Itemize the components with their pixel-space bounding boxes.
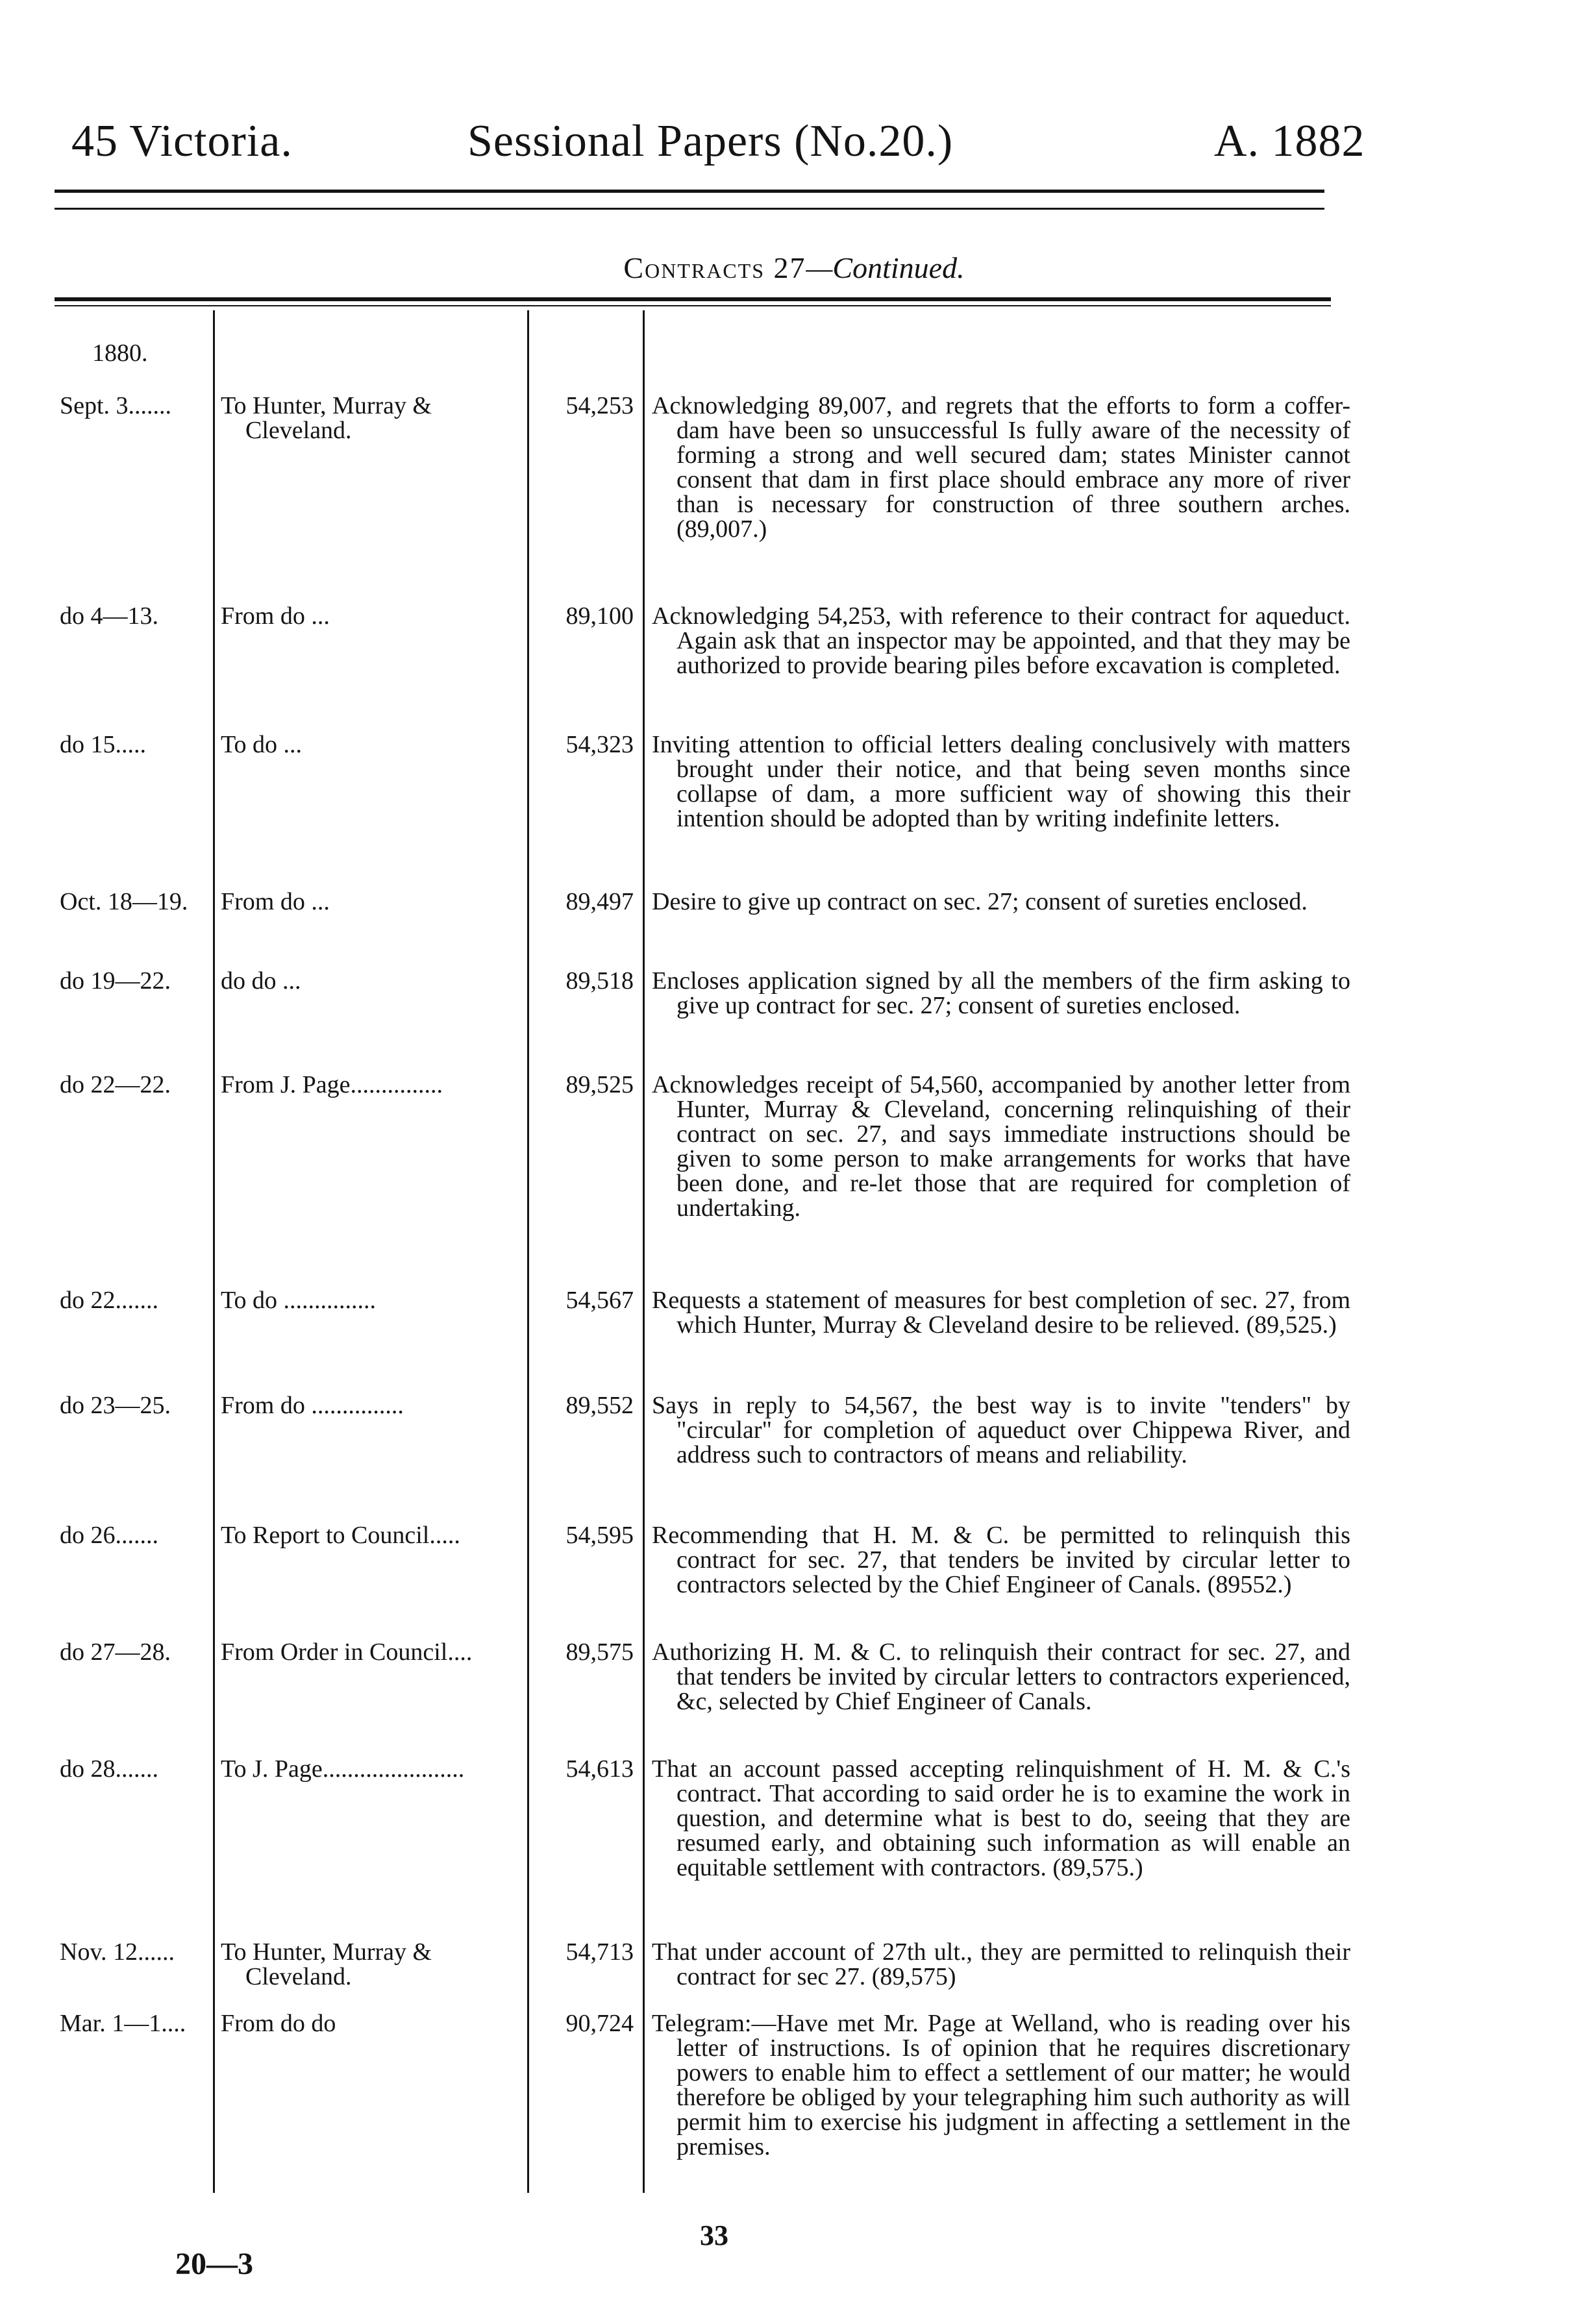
entry-date: do 15..... — [60, 731, 146, 758]
entry-description: Inviting attention to official letters dealing conclusively with matters brought under their notice, and that being seven months since collapse of dam, a more sufficient way of showing this their intention should be adopted than by writing indefinite letters. — [652, 731, 1350, 832]
entry-number: 90,724 — [565, 2010, 634, 2037]
entry-party — [221, 1640, 526, 1664]
entry-party-line: To Hunter, Murray & — [221, 1938, 432, 1966]
entry-party — [221, 1393, 526, 1418]
entry-description: Telegram:—Have met Mr. Page at Welland, who is reading over his letter of instructions. Is of opinion that he requires discretionary powers to enable him to effect a settlement of our matter; he would therefore be obliged by your telegraphing him such authority as will permit him to exercise his judgment in affecting a settlement in the premises. — [652, 2010, 1350, 2160]
entry-party-line: From do ... — [221, 888, 330, 915]
entry-number: 89,552 — [565, 1392, 634, 1419]
entry-number: 89,100 — [565, 602, 634, 630]
entry-date: Mar. 1—1.... — [60, 2010, 186, 2037]
entry-date: Oct. 18—19. — [60, 888, 188, 915]
entry-number: 54,595 — [565, 1522, 634, 1549]
entry-number: 54,613 — [565, 1755, 634, 1783]
entry-description: That under account of 27th ult., they are permitted to relinquish their contract for sec 27. (89,575) — [652, 1938, 1350, 1990]
entry-party — [221, 1523, 526, 1548]
document-number: 20—3 — [175, 2247, 253, 2281]
header-year: A. 1882 — [1214, 116, 1365, 166]
entry-party-line: To do ... — [221, 731, 303, 758]
table-top-rule-thin — [55, 305, 1331, 306]
entry-party-line: To Report to Council..... — [221, 1522, 460, 1549]
column-divider-date — [213, 310, 215, 2193]
entry-date: do 19—22. — [60, 967, 171, 995]
entry-description: Acknowledges receipt of 54,560, accompanied by another letter from Hunter, Murray & Cleveland, concerning relinquishing of their contract on sec. 27, and says immediate instructions should be given to some person to make arrangements for works that have been done, and re-let those that are required for completion of undertaking. — [652, 1071, 1350, 1222]
entry-party-line: To Hunter, Murray & — [221, 392, 432, 419]
entry-number: 54,323 — [565, 731, 634, 758]
entry-description: Recommending that H. M. & C. be permitted to relinquish this contract for sec. 27, that tenders be invited by circular letter to contractors selected by the Chief Engineer of Canals. (89552.) — [652, 1522, 1350, 1598]
entry-date: Sept. 3....... — [60, 392, 172, 419]
entry-party — [221, 393, 526, 443]
entry-description: Acknowledging 54,253, with reference to their contract for aqueduct. Again ask that an inspector may be appointed, and that they may be authorized to provide bearing piles before excavation is completed. — [652, 602, 1350, 679]
entry-party-line: From do ............... — [221, 1392, 404, 1419]
entry-date: do 27—28. — [60, 1638, 171, 1666]
entry-date: do 4—13. — [60, 602, 158, 630]
page-number: 33 — [700, 2219, 728, 2251]
entry-number: 89,497 — [565, 888, 634, 915]
entry-description: Requests a statement of measures for best completion of sec. 27, from which Hunter, Murray & Cleveland desire to be relieved. (89,525.) — [652, 1287, 1350, 1339]
table-top-rule — [55, 297, 1331, 301]
entry-date: do 26....... — [60, 1522, 158, 1549]
entry-party — [221, 1940, 526, 1989]
entry-party — [221, 1288, 526, 1313]
entry-party-line: From do do — [221, 2010, 336, 2037]
entry-description: Acknowledging 89,007, and regrets that the efforts to form a coffer-dam have been so unsuccessful Is fully aware of the necessity of forming a strong and well secured dam; states Minister cannot consent that dam in first place should embrace any more of river than is necessary for construction of three southern arches. (89,007.) — [652, 392, 1350, 543]
entry-party-line2: Cleveland. — [245, 1963, 352, 1990]
entry-date: Nov. 12...... — [60, 1938, 175, 1966]
year-label: 1880. — [92, 340, 148, 367]
entry-party — [221, 2011, 526, 2036]
entry-party — [221, 1072, 526, 1097]
entry-party — [221, 732, 526, 757]
entry-date: do 22....... — [60, 1287, 158, 1314]
entry-number: 89,518 — [565, 967, 634, 995]
header-title: Sessional Papers (No.20.) — [467, 116, 954, 166]
entry-number: 89,575 — [565, 1638, 634, 1666]
entry-party-line: To J. Page....................... — [221, 1755, 465, 1783]
entry-number: 54,713 — [565, 1938, 634, 1966]
entry-description: Authorizing H. M. & C. to relinquish their contract for sec. 27, and that tenders be invited by circular letters to contractors experienced, &c, selected by Chief Engineer of Canals. — [652, 1638, 1350, 1715]
entry-description: Says in reply to 54,567, the best way is to invite "tenders" by "circular" for completion of aqueduct over Chippewa River, and address such to contractors of means and reliability. — [652, 1392, 1350, 1468]
entry-party — [221, 604, 526, 628]
header-rule-bottom — [55, 208, 1324, 210]
entry-date: do 23—25. — [60, 1392, 171, 1419]
title-continued: —Continued. — [806, 251, 965, 284]
entry-date: do 28....... — [60, 1755, 158, 1783]
entry-party-line: From Order in Council.... — [221, 1638, 473, 1666]
header-volume: 45 Victoria. — [71, 116, 293, 166]
entry-description: Desire to give up contract on sec. 27; consent of sureties enclosed. — [652, 888, 1308, 915]
column-divider-number — [643, 310, 645, 2193]
entry-description: That an account passed accepting relinquishment of H. M. & C.'s contract. That according to said order he is to examine the work in question, and determine what is best to do, seeing that they are resumed early, and obtaining such information as will enable an equitable settlement with contractors. (89,575.) — [652, 1755, 1350, 1881]
table-title — [0, 251, 1588, 285]
entry-party — [221, 969, 526, 993]
entry-party-line: To do ............... — [221, 1287, 377, 1314]
entry-party — [221, 889, 526, 914]
entry-description: Encloses application signed by all the members of the firm asking to give up contract for sec. 27; consent of sureties enclosed. — [652, 967, 1350, 1019]
entry-date: do 22—22. — [60, 1071, 171, 1098]
entry-number: 54,567 — [565, 1287, 634, 1314]
entry-party-line2: Cleveland. — [245, 417, 352, 444]
entry-number: 89,525 — [565, 1071, 634, 1098]
column-divider-party — [527, 310, 529, 2193]
entry-party-line: do do ... — [221, 967, 301, 995]
entry-number: 54,253 — [565, 392, 634, 419]
header-rule-top — [55, 190, 1324, 193]
entry-party-line: From J. Page............... — [221, 1071, 443, 1098]
entry-party — [221, 1757, 526, 1781]
entry-party-line: From do ... — [221, 602, 330, 630]
title-main: Contracts 27 — [623, 251, 806, 284]
